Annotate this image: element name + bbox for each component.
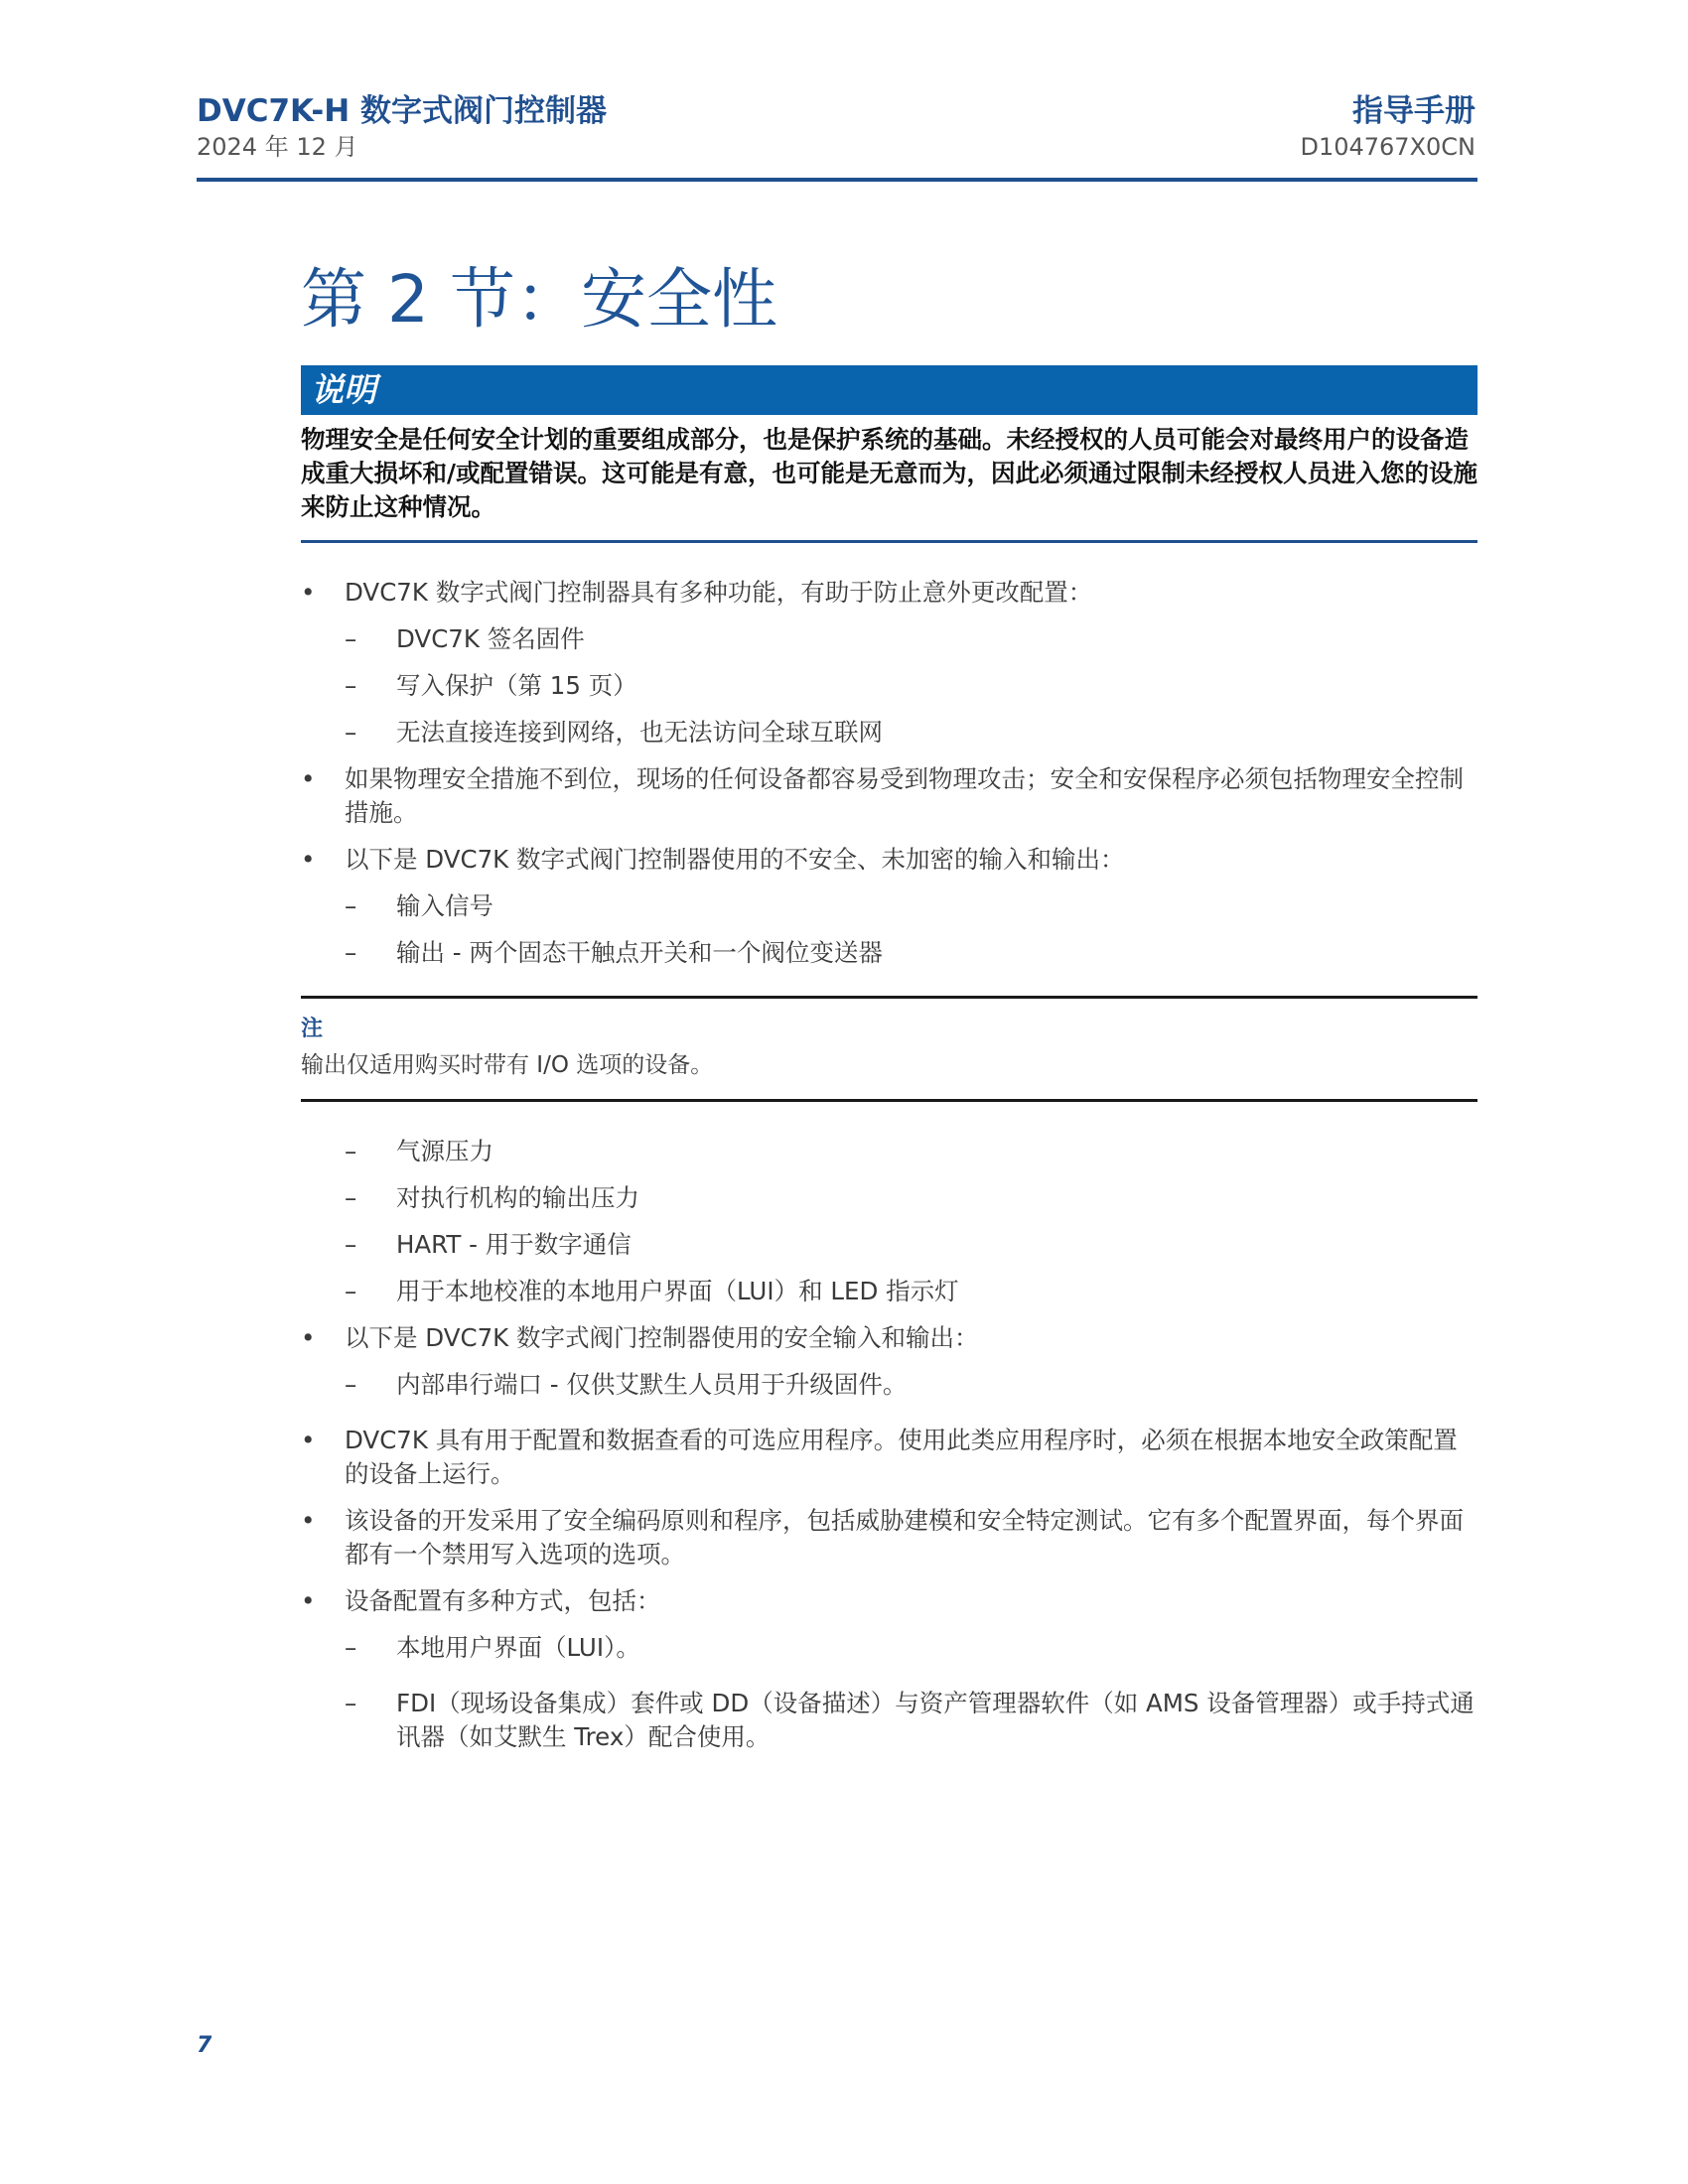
dash-marker: – xyxy=(345,1230,357,1259)
sub-list-item xyxy=(301,936,1477,970)
sub-list-item xyxy=(301,1631,1477,1665)
notice-divider xyxy=(301,540,1477,543)
bullet-marker: • xyxy=(301,1323,316,1352)
sub-list-item-text: 写入保护（第 15 页） xyxy=(396,671,637,700)
publication-date: 2024 年 12 月 xyxy=(197,133,358,161)
security-list-part-1 xyxy=(301,576,1477,970)
dash-marker: – xyxy=(345,1689,357,1717)
sub-list-item xyxy=(301,669,1477,703)
sub-list-item xyxy=(301,716,1477,750)
sub-list-item-text: FDI（现场设备集成）套件或 DD（设备描述）与资产管理器软件（如 AMS 设备管理器）或手持式通讯器（如艾默生 Trex）配合使用。 xyxy=(396,1689,1475,1751)
sub-list-item-text: 气源压力 xyxy=(396,1137,493,1165)
dash-marker: – xyxy=(345,624,357,653)
security-list-part-2 xyxy=(301,1135,1477,1754)
list-item-text: 如果物理安全措施不到位，现场的任何设备都容易受到物理攻击；安全和安保程序必须包括物理安全控制措施。 xyxy=(345,764,1464,827)
bullet-marker: • xyxy=(301,764,316,793)
dash-marker: – xyxy=(345,891,357,920)
list-item-text: DVC7K 具有用于配置和数据查看的可选应用程序。使用此类应用程序时，必须在根据本地安全政策配置的设备上运行。 xyxy=(345,1426,1458,1488)
bullet-marker: • xyxy=(301,1506,316,1535)
section-title: 第 2 节：安全性 xyxy=(301,261,777,338)
sub-list-item xyxy=(301,889,1477,923)
dash-marker: – xyxy=(345,1633,357,1662)
sub-list-item xyxy=(301,1181,1477,1215)
list-item-text: 该设备的开发采用了安全编码原则和程序，包括威胁建模和安全特定测试。它有多个配置界面，每个界面都有一个禁用写入选项的选项。 xyxy=(345,1506,1464,1569)
note-text: 输出仅适用购买时带有 I/O 选项的设备。 xyxy=(301,1052,714,1078)
bullet-marker: • xyxy=(301,1586,316,1615)
dash-marker: – xyxy=(345,1183,357,1212)
page-number: 7 xyxy=(197,2033,212,2058)
note-label: 注 xyxy=(301,1017,324,1041)
list-item xyxy=(301,762,1477,830)
list-item xyxy=(301,843,1477,877)
sub-list-item xyxy=(301,622,1477,656)
dash-marker: – xyxy=(345,671,357,700)
bullet-marker: • xyxy=(301,578,316,607)
list-item xyxy=(301,1504,1477,1571)
list-item xyxy=(301,1424,1477,1491)
list-item xyxy=(301,1584,1477,1618)
header-divider xyxy=(197,178,1477,182)
document-number: D104767X0CN xyxy=(1300,133,1476,161)
notice-label: 说明 xyxy=(311,370,376,409)
list-item-text: DVC7K 数字式阀门控制器具有多种功能，有助于防止意外更改配置： xyxy=(345,578,1093,607)
list-item-text: 以下是 DVC7K 数字式阀门控制器使用的安全输入和输出： xyxy=(345,1323,979,1352)
document-type: 指导手册 xyxy=(1352,93,1476,129)
sub-list-item xyxy=(301,1275,1477,1308)
note-top-rule xyxy=(301,996,1477,999)
dash-marker: – xyxy=(345,938,357,967)
dash-marker: – xyxy=(345,1137,357,1165)
sub-list-item-text: 对执行机构的输出压力 xyxy=(396,1183,639,1212)
sub-list-item-text: 内部串行端口 - 仅供艾默生人员用于升级固件。 xyxy=(396,1370,908,1399)
dash-marker: – xyxy=(345,718,357,747)
sub-list-item xyxy=(301,1687,1477,1754)
sub-list-item xyxy=(301,1228,1477,1262)
sub-list-item-text: DVC7K 签名固件 xyxy=(396,624,585,653)
notice-banner xyxy=(301,365,1477,415)
sub-list-item xyxy=(301,1368,1477,1402)
bullet-marker: • xyxy=(301,1426,316,1454)
sub-list-item-text: 本地用户界面（LUI）。 xyxy=(396,1633,640,1662)
notice-text: 物理安全是任何安全计划的重要组成部分，也是保护系统的基础。未经授权的人员可能会对最终用户的设备造成重大损坏和/或配置错误。这可能是有意，也可能是无意而为，因此必须通过限制未经授权人员进入您的设施来防止这种情况。 xyxy=(301,425,1477,521)
list-item xyxy=(301,1321,1477,1355)
dash-marker: – xyxy=(345,1277,357,1305)
sub-list-item-text: 无法直接连接到网络，也无法访问全球互联网 xyxy=(396,718,883,747)
list-item xyxy=(301,576,1477,610)
list-item-text: 设备配置有多种方式，包括： xyxy=(345,1586,661,1615)
list-item-text: 以下是 DVC7K 数字式阀门控制器使用的不安全、未加密的输入和输出： xyxy=(345,845,1125,874)
sub-list-item-text: HART - 用于数字通信 xyxy=(396,1230,632,1259)
product-title: DVC7K-H 数字式阀门控制器 xyxy=(197,93,607,129)
header-right xyxy=(1300,91,1476,163)
header-left xyxy=(197,91,607,163)
dash-marker: – xyxy=(345,1370,357,1399)
sub-list-item xyxy=(301,1135,1477,1168)
sub-list-item-text: 输入信号 xyxy=(396,891,493,920)
sub-list-item-text: 用于本地校准的本地用户界面（LUI）和 LED 指示灯 xyxy=(396,1277,959,1305)
note-bottom-rule xyxy=(301,1099,1477,1102)
sub-list-item-text: 输出 - 两个固态干触点开关和一个阀位变送器 xyxy=(396,938,883,967)
bullet-marker: • xyxy=(301,845,316,874)
